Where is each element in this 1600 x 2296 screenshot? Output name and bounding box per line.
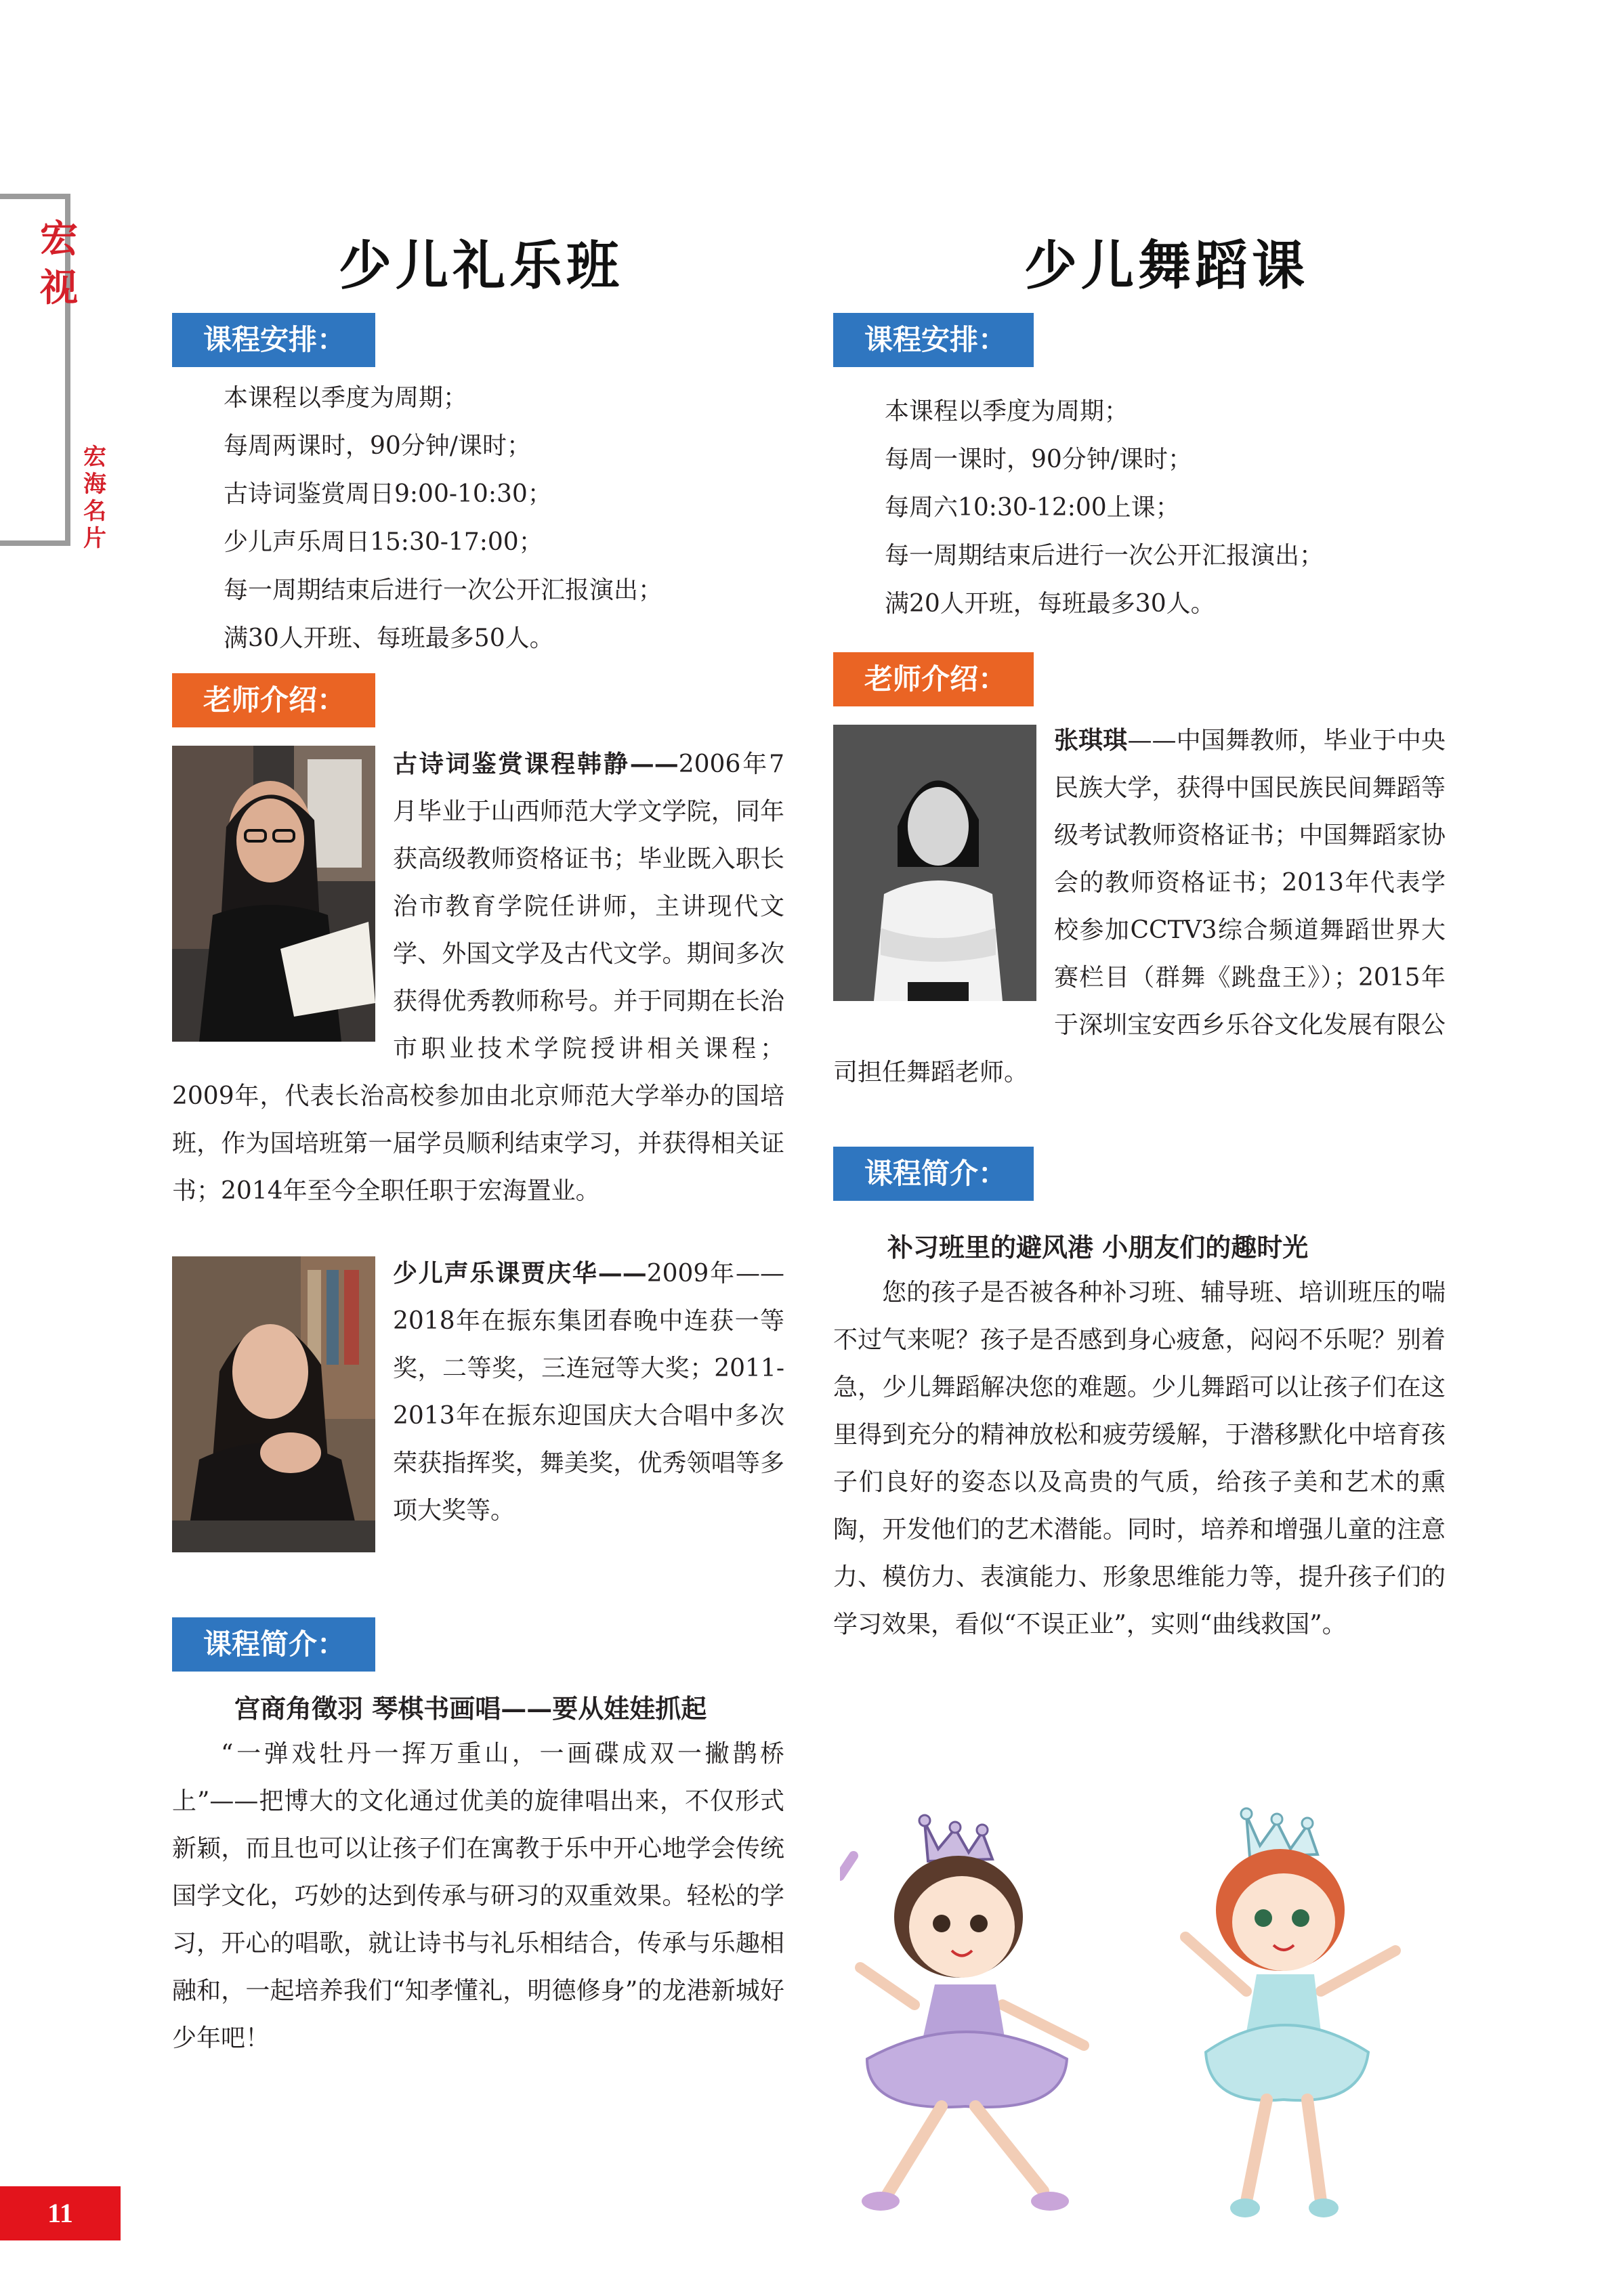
page-number: 11 xyxy=(0,2186,121,2240)
right-schedule-item: 每周一课时，90分钟/课时； xyxy=(885,446,1192,473)
left-intro-body: “一弹戏牡丹一挥万重山，一画碟成双一撇鹊桥上”——把博大的文化通过优美的旋律唱出来，不仅形式新颖，而且也可以让孩子们在寓教于乐中开心地学会传统国学文化，巧妙的达到传承与研习的双重效果。轻松的学习，开心的唱歌，就让诗书与礼乐相结合，传承与乐趣相融和，一起培养我们“知孝懂礼，明德修身”的龙港新城好少年吧！ xyxy=(172,1740,784,2052)
right-schedule-label: 课程安排： xyxy=(833,313,1034,367)
left-schedule-item: 本课程以季度为周期； xyxy=(224,384,468,412)
right-teacher-heading: 张琪琪 xyxy=(1054,726,1128,754)
right-intro-body: 您的孩子是否被各种补习班、辅导班、培训班压的喘不过气来呢？孩子是否感到身心疲惫，闷闷不乐呢？别着急，少儿舞蹈解决您的难题。少儿舞蹈可以让孩子们在这里得到充分的精神放松和疲劳缓解，于潜移默化中培育孩子们良好的姿态以及高贵的气质，给孩子美和艺术的熏陶，开发他们的艺术潜能。同时，培养和增强儿童的注意力、模仿力、表演能力、形象思维能力等，提升孩子们的学习效果，看似“不误正业”，实则“曲线救国”。 xyxy=(833,1279,1446,1638)
right-schedule-item: 每一周期结束后进行一次公开汇报演出； xyxy=(885,542,1324,570)
left-schedule-item: 每周两课时，90分钟/课时； xyxy=(224,432,531,460)
teacher2-body: 2009年——2018年在振东集团春晚中连获一等奖，二等奖，三连冠等大奖；2011-2013年在振东迎国庆大合唱中多次荣获指挥奖，舞美奖，优秀领唱等多项大奖等。 xyxy=(393,1260,784,1525)
left-intro-label: 课程简介： xyxy=(172,1617,375,1672)
teacher2-photo-image xyxy=(172,1256,375,1552)
left-schedule-item: 少儿声乐周日15:30-17:00； xyxy=(224,528,543,556)
ballerinas-illustration xyxy=(840,1802,1450,2221)
left-teacher-label: 老师介绍： xyxy=(172,673,375,727)
right-schedule-item: 本课程以季度为周期； xyxy=(885,398,1129,425)
right-teacher-photo-image xyxy=(833,725,1036,1001)
right-intro-title: 补习班里的避风港 小朋友们的趣时光 xyxy=(887,1232,1309,1262)
right-teacher-bio xyxy=(833,717,1446,1097)
left-schedule-item: 满30人开班、每班最多50人。 xyxy=(224,624,554,652)
right-schedule-item: 每周六10:30-12:00上课； xyxy=(885,494,1180,522)
brand-main-text: 宏视 xyxy=(40,217,78,310)
ballerina-right xyxy=(1185,1808,1395,2217)
teacher2-bio xyxy=(172,1250,784,1556)
teacher1-heading: 古诗词鉴赏课程韩静—— xyxy=(393,750,679,778)
right-teacher-body: ——中国舞教师，毕业于中央民族大学，获得中国民族民间舞蹈等级考试教师资格证书；中国舞蹈家协会的教师资格证书；2013年代表学校参加CCTV3综合频道舞蹈世界大赛栏目（群舞《跳盘王》）；2015年于深圳宝安西乡乐谷文化发展有限公司担任舞蹈老师。 xyxy=(833,727,1446,1086)
teacher1-photo xyxy=(172,746,375,1042)
right-intro-label: 课程简介： xyxy=(833,1147,1034,1201)
right-schedule-item: 满20人开班，每班最多30人。 xyxy=(885,590,1215,618)
right-title: 少儿舞蹈课 xyxy=(1024,235,1309,297)
teacher1-photo-image xyxy=(172,746,375,1042)
teacher2-heading: 少儿声乐课贾庆华—— xyxy=(393,1259,647,1288)
teacher1-body: 2006年7月毕业于山西师范大学文学院，同年获高级教师资格证书；毕业既入职长治市教育学院任讲师，主讲现代文学、外国文学及古代文学。期间多次获得优秀教师称号。并于同期在长治市职业技术学院授讲相关课程；2009年，代表长治高校参加由北京师范大学举办的国培班，作为国培班第一届学员顺利结束学习，并获得相关证书；2014年至今全职任职于宏海置业。 xyxy=(172,750,784,1205)
right-teacher-label: 老师介绍： xyxy=(833,652,1034,706)
brand-sub-text: 宏海名片 xyxy=(83,444,106,552)
left-schedule-item: 古诗词鉴赏周日9:00-10:30； xyxy=(224,480,552,508)
ballerina-left xyxy=(840,1815,1084,2211)
teacher2-photo xyxy=(172,1256,375,1552)
left-title: 少儿礼乐班 xyxy=(339,235,624,297)
teacher1-bio xyxy=(172,740,784,1215)
left-schedule-item: 每一周期结束后进行一次公开汇报演出； xyxy=(224,576,663,604)
left-intro-title: 宫商角徵羽 琴棋书画唱——要从娃娃抓起 xyxy=(234,1693,707,1724)
left-schedule-label: 课程安排： xyxy=(172,313,375,367)
right-teacher-photo xyxy=(833,725,1036,1001)
